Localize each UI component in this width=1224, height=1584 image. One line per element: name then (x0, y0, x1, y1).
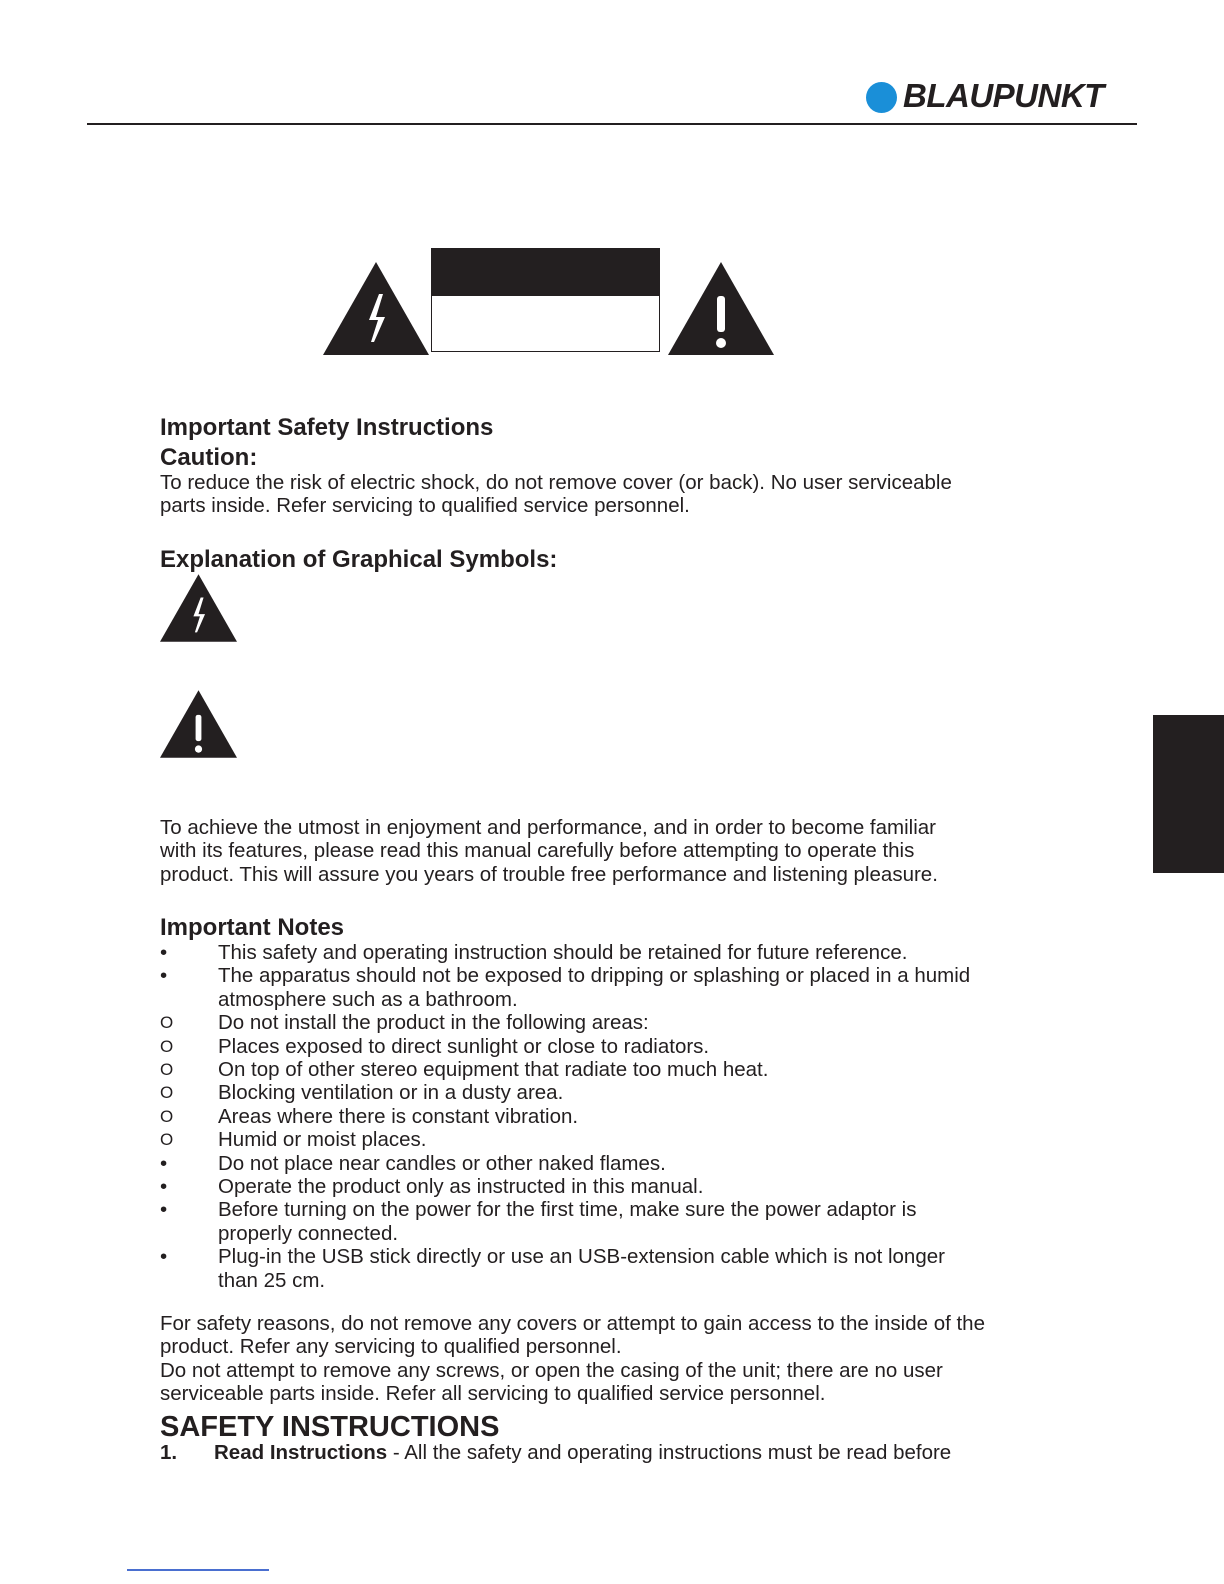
list-item: O On top of other stereo equipment that radiate too much heat. (160, 1058, 769, 1082)
list-item: • Operate the product only as instructed in this manual. (160, 1175, 704, 1199)
important-notes-list (160, 941, 1060, 1292)
exclamation-symbol-icon (160, 690, 237, 758)
list-item: O Blocking ventilation or in a dusty area. (160, 1081, 564, 1105)
caution-text: To reduce the risk of electric shock, do not remove cover (or back). No user serviceable parts inside. Refer servicing to qualified service personnel. (160, 471, 952, 518)
footer-link-underline (127, 1569, 269, 1571)
explanation-heading: Explanation of Graphical Symbols: (160, 546, 558, 573)
list-item: O Do not install the product in the following areas: (160, 1011, 649, 1035)
caution-heading: Caution: (160, 444, 258, 471)
list-item: • Plug-in the USB stick directly or use an USB-extension cable which is not longer than 25 cm. (160, 1245, 945, 1292)
list-item: O Areas where there is constant vibration. (160, 1104, 579, 1128)
brand-logo: BLAUPUNKT (903, 77, 1104, 114)
safety-item-1: 1. Read Instructions - All the safety and operating instructions must be read before (160, 1441, 952, 1464)
list-item: • This safety and operating instruction should be retained for future reference. (160, 941, 908, 964)
intro-paragraph: To achieve the utmost in enjoyment and performance, and in order to become familiar with its features, please read this manual carefully before attempting to operate this product. This will assure you years of trouble free performance and listening pleasure. (160, 816, 938, 886)
exclamation-warning-icon (668, 262, 774, 355)
header-divider (87, 123, 1137, 125)
safety-instructions-title: SAFETY INSTRUCTIONS (160, 1411, 500, 1443)
list-item: • Before turning on the power for the first time, make sure the power adaptor is properly connected. (160, 1198, 917, 1245)
side-tab (1153, 715, 1224, 873)
list-item: O Humid or moist places. (160, 1128, 427, 1152)
list-item: • The apparatus should not be exposed to dripping or splashing or placed in a humid atmosphere such as a bathroom. (160, 964, 971, 1011)
section-title-important-safety: Important Safety Instructions (160, 414, 494, 441)
caution-label-box (431, 248, 660, 352)
lightning-warning-icon (323, 262, 429, 355)
closing-paragraph: For safety reasons, do not remove any covers or attempt to gain access to the inside of the product. Refer any servicing to qualified personnel. Do not attempt to remove any screws, or open the casing of the unit; there are no user serviceable parts inside. Refer all servicing to qualified service personnel. (160, 1312, 985, 1406)
lightning-symbol-icon (160, 574, 237, 642)
list-item: O Places exposed to direct sunlight or close to radiators. (160, 1034, 710, 1058)
important-notes-heading: Important Notes (160, 914, 345, 941)
brand-logo-dot (866, 82, 897, 113)
list-item: • Do not place near candles or other naked flames. (160, 1151, 666, 1175)
